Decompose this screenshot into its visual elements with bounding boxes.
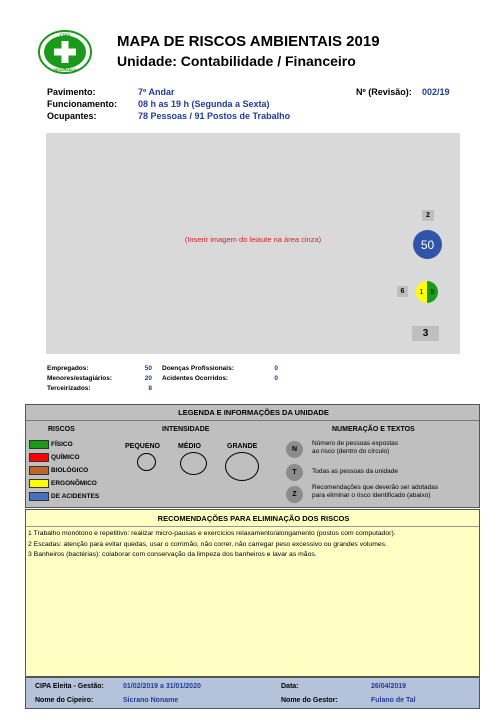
numbering-text-n1: Número de pessoas expostas bbox=[312, 440, 398, 447]
risk-legend-acidentes bbox=[29, 491, 99, 501]
badge-z-icon: Z bbox=[286, 486, 303, 503]
risk-label: BIOLÓGICO bbox=[51, 466, 89, 474]
acidentes-value: 0 bbox=[274, 375, 278, 382]
split-circle-left: 1 bbox=[416, 281, 427, 303]
recommendations-panel bbox=[25, 509, 480, 677]
badge-t-icon: T bbox=[286, 464, 303, 481]
acidentes-label: Acidentes Ocorridos: bbox=[162, 375, 229, 382]
badge-n-icon: N bbox=[286, 441, 303, 458]
cipeiro-label: Nome do Cipeiro: bbox=[35, 697, 94, 704]
risk-marker-tag: 2 bbox=[422, 210, 434, 221]
intensity-medium-circle bbox=[180, 452, 207, 475]
funcionamento-label: Funcionamento: bbox=[47, 99, 117, 109]
risk-color-swatch bbox=[29, 453, 49, 462]
split-circle-right: 5 bbox=[427, 281, 438, 303]
recommendation-item: 1 Trabalho monótono e repetitivo: realizar micro-pausas e exercícios relaxamento/alongamento (postos com computador). bbox=[28, 530, 396, 537]
cipeiro-value: Sicrano Noname bbox=[123, 697, 179, 704]
menores-label: Menores/estagiários: bbox=[47, 375, 113, 382]
recommendations-divider bbox=[26, 526, 479, 527]
pavimento-label: Pavimento: bbox=[47, 87, 96, 97]
gestao-value: 01/02/2019 a 31/01/2020 bbox=[123, 683, 201, 690]
recommendations-list bbox=[28, 529, 478, 561]
risk-marker-tag: 6 bbox=[397, 286, 408, 297]
risk-color-swatch bbox=[29, 466, 49, 475]
risk-label: QUÍMICO bbox=[51, 453, 80, 461]
riscos-header: RISCOS bbox=[48, 426, 75, 433]
pavimento-value: 7º Andar bbox=[138, 87, 175, 97]
numeracao-header: NUMERAÇÃO E TEXTOS bbox=[332, 426, 415, 433]
recommendation-item: 2 Escadas: atenção para evitar quedas, usar o corrimão, não correr, não carregar peso excessivo ou grandes volumes. bbox=[28, 540, 387, 548]
terceirizados-value: 8 bbox=[148, 385, 152, 392]
doencas-value: 0 bbox=[274, 365, 278, 372]
intensity-large-circle bbox=[225, 452, 259, 481]
legend-divider bbox=[26, 420, 479, 421]
revisao-value: 002/19 bbox=[422, 87, 450, 97]
intensity-large-label: GRANDE bbox=[227, 443, 258, 450]
numbering-text-t: Todas as pessoas da unidade bbox=[312, 468, 399, 475]
risk-color-swatch bbox=[29, 492, 49, 501]
gestor-label: Nome do Gestor: bbox=[281, 697, 338, 704]
insert-image-placeholder: (Inserir imagem do leiaute na área cinza) bbox=[184, 235, 322, 244]
intensity-medium-label: MÉDIO bbox=[178, 443, 201, 450]
numbering-text-n2: ao risco (dentro do círculo) bbox=[312, 448, 390, 455]
risk-legend-quimico bbox=[29, 452, 80, 462]
risk-marker-tag: 3 bbox=[412, 326, 439, 341]
footer-panel bbox=[25, 677, 480, 709]
numbering-text-z2: para eliminar o risco identificado (abaixo) bbox=[312, 492, 431, 499]
risk-color-swatch bbox=[29, 440, 49, 449]
risk-label: FÍSICO bbox=[51, 440, 73, 448]
risk-legend-biologico bbox=[29, 465, 88, 475]
page-subtitle: Unidade: Contabilidade / Financeiro bbox=[117, 53, 356, 69]
data-label: Data: bbox=[281, 683, 299, 690]
ocupantes-value: 78 Pessoas / 91 Postos de Trabalho bbox=[138, 111, 291, 121]
empregados-label: Empregados: bbox=[47, 365, 89, 372]
risk-legend-ergonomico bbox=[29, 478, 97, 488]
intensity-small-circle bbox=[137, 453, 156, 471]
svg-text:SEGURANÇA: SEGURANÇA bbox=[53, 68, 77, 72]
ocupantes-label: Ocupantes: bbox=[47, 111, 97, 121]
gestao-label: CIPA Eleita - Gestão: bbox=[35, 683, 104, 690]
intensity-small-label: PEQUENO bbox=[125, 443, 161, 450]
svg-text:CIPA: CIPA bbox=[59, 32, 71, 38]
empregados-value: 50 bbox=[144, 365, 152, 372]
risk-legend-fisico bbox=[29, 439, 73, 449]
terceirizados-label: Terceirizados: bbox=[47, 385, 91, 392]
cipa-logo bbox=[38, 30, 92, 74]
intensidade-header: INTENSIDADE bbox=[162, 426, 210, 433]
layout-image-area[interactable] bbox=[46, 133, 460, 354]
risk-circle-exposed: 50 bbox=[413, 230, 442, 259]
recommendation-item: 3 Banheiros (bactérias): colaborar com conservação da limpeza dos banheiros e lavar as mãos. bbox=[28, 551, 317, 558]
risk-circle-split bbox=[416, 281, 438, 303]
recommendations-title: RECOMENDAÇÕES PARA ELIMINAÇÃO DOS RISCOS bbox=[157, 514, 350, 523]
risk-label: ERGONÔMICO bbox=[51, 479, 97, 487]
funcionamento-value: 08 h as 19 h (Segunda a Sexta) bbox=[138, 99, 270, 109]
risk-color-swatch bbox=[29, 479, 49, 488]
revisao-label: Nº (Revisão): bbox=[356, 87, 412, 97]
legend-panel bbox=[25, 404, 480, 508]
risk-label: DE ACIDENTES bbox=[51, 492, 100, 500]
numbering-text-z1: Recomendações que deverão ser adotadas bbox=[312, 484, 439, 491]
gestor-value: Fulano de Tal bbox=[371, 697, 416, 704]
page-title: MAPA DE RISCOS AMBIENTAIS 2019 bbox=[117, 33, 380, 50]
data-value: 26/04/2019 bbox=[371, 683, 407, 690]
legend-title: LEGENDA E INFORMAÇÕES DA UNIDADE bbox=[178, 408, 329, 417]
doencas-label: Doenças Profissionais: bbox=[162, 365, 234, 372]
menores-value: 20 bbox=[144, 375, 152, 382]
